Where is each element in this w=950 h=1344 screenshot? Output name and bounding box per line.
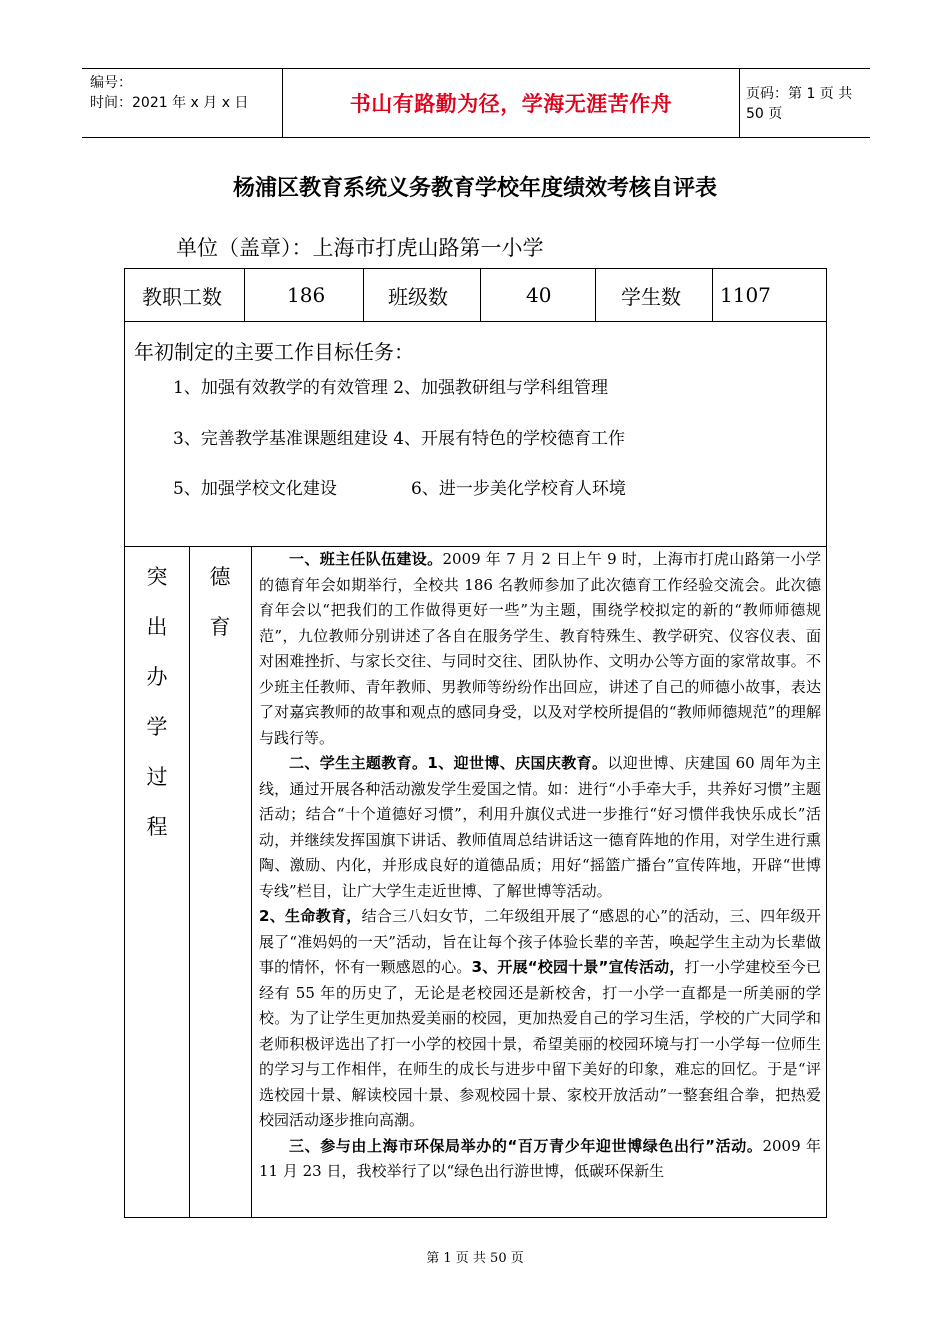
content-body xyxy=(259,547,821,1185)
paragraph xyxy=(259,547,821,751)
para-text: 以迎世博、庆建国 60 周年为主线，通过开展各种活动激发学生爱国之情。如：进行“小手牵大手，共养好习惯”主题活动；结合“十个道德好习惯”，利用升旗仪式进一步推行“好习惯伴我快乐成长”活动，并继续发挥国旗下讲话、教师值周总结讲话这一德育阵地的作用，对学生进行熏陶、激励、内化，并形成良好的道德品质；用好“摇篮广播台”宣传阵地，开辟“世博专线”栏目，让广大学生走近世博、了解世博等活动。 xyxy=(259,754,821,900)
motto: 书山有路勤为径，学海无涯苦作舟 xyxy=(349,92,673,116)
para-text: 结合三八妇女节，二年级组开展了“感恩的心”的活动，三、四年级开展了“准妈妈的一天”活动，旨在让每个孩子体验长辈的辛苦，唤起学生主动为长辈做事的情怀，怀有一颗感恩的心。 xyxy=(259,907,821,976)
section-char: 突 xyxy=(146,565,168,589)
category-char: 育 xyxy=(209,615,231,639)
section-label-column xyxy=(125,547,190,1217)
page-title: 杨浦区教育系统义务教育学校年度绩效考核自评表 xyxy=(232,176,717,201)
staff-value: 186 xyxy=(287,283,326,307)
para-heading: 三、参与由上海市环保局举办的“百万青少年迎世博绿色出行”活动。 xyxy=(289,1136,763,1155)
paragraph xyxy=(259,1134,821,1185)
divider xyxy=(244,269,245,321)
divider xyxy=(595,269,596,321)
goal-line-3a: 5、加强学校文化建设 xyxy=(173,479,337,499)
para-text: 打一小学建校至今已经有 55 年的历史了，无论是老校园还是新校舍，打一小学一直都是一所美丽的学校。为了让学生更加热爱美丽的校园，更加热爱自己的学习生活，学校的广大同学和老师积极评选出了打一小学的校园十景，希望美丽的校园环境与打一小学每一位师生的学习与工作相伴，在师生的成长与进步中留下美好的印象，难忘的回忆。于是“评选校园十景、解读校园十景、参观校园十景、家校开放活动”一整套组合拳，把热爱校园活动逐步推向高潮。 xyxy=(259,958,821,1129)
para-text: 2009 年 11 月 23 日，我校举行了以“绿色出行游世博，低碳环保新生 xyxy=(259,1136,821,1180)
section-char: 学 xyxy=(146,715,168,739)
para-heading: 二、学生主题教育。1、迎世博、庆国庆教育。 xyxy=(289,754,608,772)
para-heading: 3、开展“校园十景”宣传活动， xyxy=(471,958,685,976)
staff-label: 教职工数 xyxy=(142,284,222,309)
category-column xyxy=(189,547,252,1217)
header-meta xyxy=(82,69,282,137)
section-char: 出 xyxy=(146,615,168,639)
student-value: 1107 xyxy=(720,283,771,307)
header-motto-cell xyxy=(282,69,740,137)
category-char: 德 xyxy=(209,565,231,589)
student-label: 学生数 xyxy=(621,284,681,309)
para-heading: 一、班主任队伍建设。 xyxy=(289,550,443,568)
section-char: 过 xyxy=(146,765,168,789)
paragraph xyxy=(259,751,821,904)
section-char: 程 xyxy=(146,815,168,839)
goals-heading: 年初制定的主要工作目标任务： xyxy=(134,340,414,364)
goal-line-3b: 6、进一步美化学校育人环境 xyxy=(411,479,626,499)
section-char: 办 xyxy=(146,665,168,689)
unit-line: 单位（盖章）：上海市打虎山路第一小学 xyxy=(176,236,544,260)
evaluation-table xyxy=(124,268,827,1218)
class-value: 40 xyxy=(526,283,552,307)
goal-line-1: 1、加强有效教学的有效管理 2、加强教研组与学科组管理 xyxy=(173,378,609,398)
divider xyxy=(363,269,364,321)
para-text: 2009 年 7 月 2 日上午 9 时，上海市打虎山路第一小学的德育年会如期举行，全校共 186 名教师参加了此次德育工作经验交流会。此次德育年会以“把我们的工作做得更好一些”为主题，围绕学校拟定的新的“教师师德规范”，九位教师分别讲述了各自在服务学生、教育特殊生、教学研究、仪容仪表、面对困难挫折、与家长交往、与同时交往、团队协作、文明办公等方面的家常故事。不少班主任教师、青年教师、男教师等纷纷作出回应，讲述了自己的师德小故事，表达了对嘉宾教师的故事和观点的感同身受，以及对学校所提倡的“教师师德规范”的理解与践行等。 xyxy=(259,550,821,747)
code-label: 编号： xyxy=(90,75,132,91)
para-heading: 2、生命教育， xyxy=(259,907,362,925)
goal-line-2: 3、完善教学基准课题组建设 4、开展有特色的学校德育工作 xyxy=(173,429,626,449)
class-label: 班级数 xyxy=(388,284,448,309)
divider xyxy=(712,269,713,321)
paragraph xyxy=(259,904,821,1134)
goals-section xyxy=(125,321,826,547)
page-header xyxy=(82,68,870,138)
divider xyxy=(480,269,481,321)
page-info: 页码：第 1 页 共 50 页 xyxy=(746,86,853,122)
time-label: 时间：2021 年 x 月 x 日 xyxy=(90,95,249,111)
page-footer: 第 1 页 共 50 页 xyxy=(426,1251,524,1266)
stats-row xyxy=(125,269,826,322)
